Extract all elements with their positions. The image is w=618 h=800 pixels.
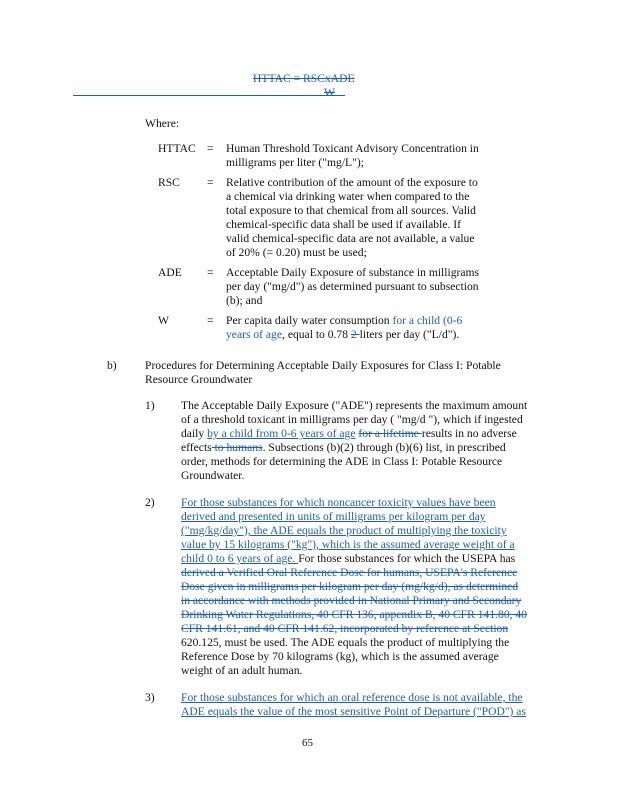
text-run: , equal to 0.78 (282, 328, 351, 341)
definition-term: HTTAC (158, 142, 196, 155)
paragraph-line: Groundwater. (181, 469, 245, 482)
text-run: . Subsections (b)(2) through (b)(6) list, in prescribed (262, 441, 506, 454)
inserted-line: ADE equals the value of the most sensitive Point of Departure ("POD") as (181, 705, 526, 718)
formula-denominator: W (324, 86, 335, 99)
definition-text: milligrams per liter ("mg/L"); (226, 156, 364, 169)
deleted-text: 2 (350, 328, 360, 341)
definition-term: W (158, 314, 169, 327)
definition-equals: = (207, 176, 214, 189)
inserted-line: derived and presented in units of milligrams per kilogram per day (181, 510, 486, 523)
paragraph-line (181, 552, 515, 566)
text-run: effects (181, 441, 212, 454)
definition-text: of 20% (= 0.20) must be used; (226, 246, 367, 259)
paragraph-line: 620.125, must be used. The ADE equals the product of multiplying the (181, 636, 510, 649)
deleted-text: for a lifetime (358, 427, 422, 440)
text-run: liters per day ("L/d"). (359, 328, 460, 341)
definition-text: Human Threshold Toxicant Advisory Concentration in (226, 142, 479, 155)
definition-text: Relative contribution of the amount of the exposure to (226, 176, 478, 189)
text-run: For those substances for which the USEPA has (298, 552, 516, 565)
inserted-text: child 0 to 6 years of age. (181, 552, 299, 565)
where-label: Where: (145, 117, 180, 130)
formula-numerator: HTTAC = RSCxADE (253, 72, 355, 85)
paragraph-line: Reference Dose by 70 kilograms (kg), which is the assumed average (181, 650, 499, 663)
paragraph-line (181, 441, 506, 455)
deleted-text: to humans (211, 441, 263, 454)
deleted-line: in accordance with methods provided in National Primary and Secondary (181, 594, 522, 607)
paragraph-line: order, methods for determining the ADE in Class I: Potable Resource (181, 455, 503, 468)
item-2-number: 2) (145, 496, 155, 509)
section-b-marker: b) (107, 359, 117, 372)
definition-text: a chemical via drinking water when compared to the (226, 190, 470, 203)
definition-term: RSC (158, 176, 180, 189)
definition-text (226, 328, 459, 342)
paragraph-line (181, 427, 517, 441)
paragraph-line: The Acceptable Daily Exposure ("ADE") represents the maximum amount (181, 399, 528, 412)
page-number: 65 (302, 737, 313, 749)
item-3-number: 3) (145, 691, 155, 704)
inserted-line: value by 15 kilograms ("kg"), which is the assumed average weight of a (181, 538, 515, 551)
deleted-line: derived a Verified Oral Reference Dose for humans, USEPA's Reference (181, 566, 518, 579)
definition-text: Acceptable Daily Exposure of substance in milligrams (226, 266, 480, 279)
definition-text: (b); and (226, 294, 263, 307)
definition-text: total exposure to that chemical from all sources. Valid (226, 204, 476, 217)
deleted-line: Dose given in milligrams per kilogram per day (mg/kg/d), as determined (181, 580, 519, 593)
section-b-heading: Resource Groundwater (145, 373, 253, 386)
text-run: Per capita daily water consumption (226, 314, 393, 327)
paragraph-line: weight of an adult human. (181, 664, 303, 677)
definition-equals: = (207, 314, 214, 327)
section-b-heading: Procedures for Determining Acceptable Daily Exposures for Class I: Potable (145, 359, 501, 372)
formula-fraction-rule (73, 95, 345, 96)
definition-text: per day ("mg/d") as determined pursuant to subsection (226, 280, 479, 293)
definition-text: chemical-specific data shall be used if available. If (226, 218, 461, 231)
definition-text (226, 314, 462, 328)
definition-text: valid chemical-specific data are not available, a value (226, 232, 475, 245)
definition-equals: = (207, 266, 214, 279)
inserted-line: For those substances for which an oral reference dose is not available, the (181, 691, 523, 704)
inserted-text: by a child from 0-6 years of age (207, 427, 356, 440)
inserted-text: for a child (0-6 (392, 314, 463, 327)
inserted-line: ("mg/kg/day"), the ADE equals the product of multiplying the toxicity (181, 524, 507, 537)
deleted-line: Drinking Water Regulations, 40 CFR 136, appendix B, 40 CFR 141.80, 40 (181, 608, 528, 621)
item-1-number: 1) (145, 399, 155, 412)
paragraph-line: of a threshold toxicant in milligrams per day ( "mg/d "), which if ingested (181, 413, 523, 426)
definition-equals: = (207, 142, 214, 155)
inserted-text: years of age (226, 328, 283, 341)
definition-term: ADE (158, 266, 182, 279)
text-run: daily (181, 427, 208, 440)
deleted-line: CFR 141.61, and 40 CFR 141.62, incorporated by reference at Section (181, 622, 509, 635)
text-run: results in no adverse (421, 427, 517, 440)
inserted-line: For those substances for which noncancer toxicity values have been (181, 496, 496, 509)
